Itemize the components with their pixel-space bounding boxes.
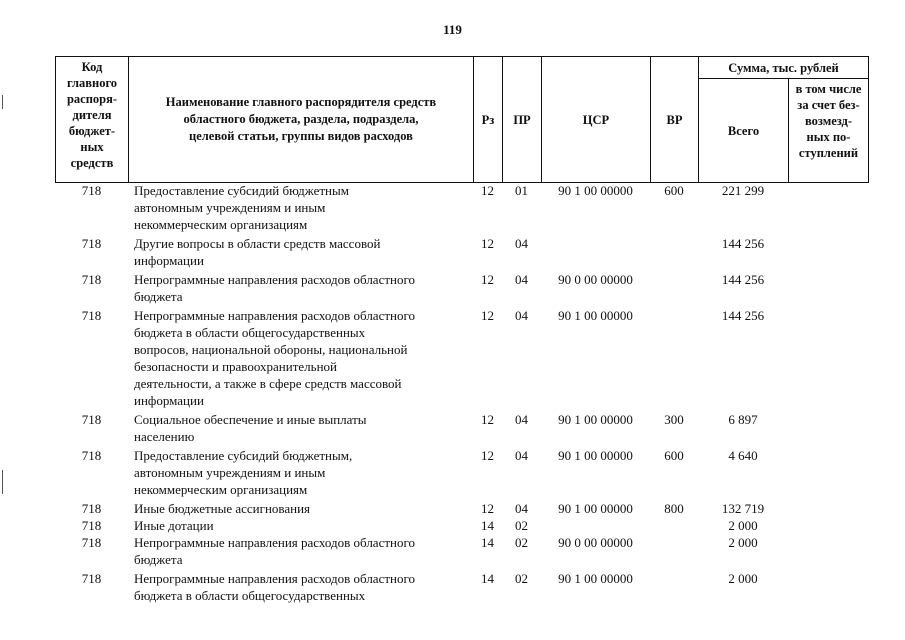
row-csr: 90 1 00 00000: [558, 412, 633, 427]
row-code: 718: [81, 448, 102, 463]
header-vr: ВР: [651, 57, 699, 183]
row-csr: 90 1 00 00000: [558, 448, 633, 463]
row-name-line: Предоставление субсидий бюджетным: [134, 183, 349, 198]
row-name-line: информации: [134, 253, 204, 268]
row-name: [128, 500, 473, 517]
row-total: 2 000: [728, 571, 758, 586]
header-name: Наименование главного распорядителя средств областного бюджета, раздела, подраздела, целевой статьи, группы видов расходов: [129, 57, 474, 183]
table-row: [55, 534, 868, 570]
row-csr: [541, 235, 650, 271]
row-code: 718: [81, 272, 102, 287]
row-rz: 12: [481, 501, 494, 516]
row-csr: 90 1 00 00000: [558, 571, 633, 586]
row-pr: 02: [515, 518, 528, 533]
table-row: [55, 271, 868, 307]
row-name-line: Непрограммные направления расходов областного: [134, 308, 415, 323]
table-row: [55, 411, 868, 447]
row-name-line: Социальное обеспечение и иные выплаты: [134, 412, 367, 427]
row-name: [128, 447, 473, 500]
row-vr: [650, 235, 698, 271]
table-row: [55, 570, 868, 606]
table-row: [55, 447, 868, 500]
row-name-line: населению: [134, 429, 195, 444]
row-name-line: автономным учреждениям и иным: [134, 200, 326, 215]
row-rz: 12: [481, 272, 494, 287]
row-name-line: Иные дотации: [134, 518, 214, 533]
row-name-line: некоммерческим организациям: [134, 217, 308, 232]
row-pr: 02: [515, 535, 528, 550]
row-incl: [788, 235, 868, 271]
row-rz: 12: [481, 236, 494, 251]
row-csr: 90 1 00 00000: [558, 501, 633, 516]
header-sum: Сумма, тыс. рублей: [699, 57, 869, 79]
row-rz: 12: [481, 308, 494, 323]
row-name-line: некоммерческим организациям: [134, 482, 308, 497]
row-vr: [650, 534, 698, 570]
row-rz: 14: [481, 518, 494, 533]
header-code: Код главного распоря- дителя бюджет- ных средств: [56, 57, 129, 183]
row-pr: 04: [515, 412, 528, 427]
row-code: 718: [81, 412, 102, 427]
header-incl: в том числе за счет без- возмезд- ных по- ступлений: [789, 79, 869, 183]
row-name: [128, 307, 473, 411]
row-name-line: Непрограммные направления расходов областного: [134, 272, 415, 287]
row-total: 2 000: [728, 518, 758, 533]
header-total: Всего: [699, 79, 789, 183]
row-vr: 800: [664, 501, 684, 516]
row-csr: [541, 517, 650, 534]
row-incl: [788, 517, 868, 534]
row-code: 718: [81, 308, 102, 323]
row-csr: 90 1 00 00000: [558, 308, 633, 323]
row-name-line: Иные бюджетные ассигнования: [134, 501, 311, 516]
row-name-line: бюджета в области общегосударственных: [134, 325, 366, 340]
row-name-line: бюджета: [134, 289, 183, 304]
row-csr: 90 0 00 00000: [558, 535, 633, 550]
row-csr: 90 1 00 00000: [558, 183, 633, 198]
row-name: [128, 182, 473, 235]
row-code: 718: [81, 518, 102, 533]
row-total: 144 256: [721, 272, 765, 287]
scan-artifact: [2, 470, 3, 494]
row-pr: 04: [515, 308, 528, 323]
row-name: [128, 517, 473, 534]
row-code: 718: [81, 571, 102, 586]
row-rz: 12: [481, 448, 494, 463]
row-total: 132 719: [721, 501, 765, 516]
row-vr: [650, 307, 698, 411]
row-total: 2 000: [728, 535, 758, 550]
row-vr: 600: [664, 448, 684, 463]
row-name-line: бюджета: [134, 552, 183, 567]
row-incl: [788, 534, 868, 570]
row-code: 718: [81, 236, 102, 251]
row-name-line: Непрограммные направления расходов областного: [134, 571, 415, 586]
row-pr: 04: [515, 448, 528, 463]
row-total: 221 299: [721, 183, 765, 198]
row-incl: [788, 307, 868, 411]
row-name: [128, 271, 473, 307]
row-name-line: Другие вопросы в области средств массовой: [134, 236, 381, 251]
row-pr: 04: [515, 272, 528, 287]
row-name-line: Непрограммные направления расходов областного: [134, 535, 415, 550]
row-pr: 02: [515, 571, 528, 586]
row-name: [128, 411, 473, 447]
table-row: [55, 235, 868, 271]
row-name-line: безопасности и правоохранительной: [134, 359, 337, 374]
row-vr: [650, 517, 698, 534]
row-incl: [788, 570, 868, 606]
row-name: [128, 534, 473, 570]
row-code: 718: [81, 183, 102, 198]
row-name: [128, 570, 473, 606]
table-row: [55, 517, 868, 534]
row-pr: 04: [515, 501, 528, 516]
row-vr: 600: [664, 183, 684, 198]
table-header: [55, 56, 869, 183]
header-pr: ПР: [503, 57, 542, 183]
row-csr: 90 0 00 00000: [558, 272, 633, 287]
budget-table: [55, 182, 868, 606]
row-pr: 01: [515, 183, 528, 198]
row-name-line: автономным учреждениям и иным: [134, 465, 326, 480]
row-name-line: бюджета в области общегосударственных: [134, 588, 366, 603]
row-code: 718: [81, 535, 102, 550]
header-csr: ЦСР: [542, 57, 651, 183]
row-total: 6 897: [728, 412, 758, 427]
row-total: 144 256: [721, 236, 765, 251]
row-name-line: информации: [134, 393, 204, 408]
table-row: [55, 307, 868, 411]
row-incl: [788, 447, 868, 500]
row-vr: [650, 570, 698, 606]
row-code: 718: [81, 501, 102, 516]
row-incl: [788, 271, 868, 307]
row-rz: 12: [481, 412, 494, 427]
row-vr: [650, 271, 698, 307]
page-number: 119: [443, 22, 462, 37]
row-pr: 04: [515, 236, 528, 251]
row-incl: [788, 411, 868, 447]
row-name-line: вопросов, национальной обороны, национальной: [134, 342, 408, 357]
row-name: [128, 235, 473, 271]
table-row: [55, 182, 868, 235]
table-row: [55, 500, 868, 517]
row-rz: 14: [481, 535, 494, 550]
row-total: 4 640: [728, 448, 758, 463]
header-rz: Рз: [474, 57, 503, 183]
scan-artifact: [2, 95, 3, 109]
row-vr: 300: [664, 412, 684, 427]
row-incl: [788, 500, 868, 517]
row-name-line: Предоставление субсидий бюджетным,: [134, 448, 353, 463]
row-rz: 12: [481, 183, 494, 198]
row-incl: [788, 182, 868, 235]
row-rz: 14: [481, 571, 494, 586]
row-name-line: деятельности, а также в сфере средств массовой: [134, 376, 402, 391]
row-total: 144 256: [721, 308, 765, 323]
